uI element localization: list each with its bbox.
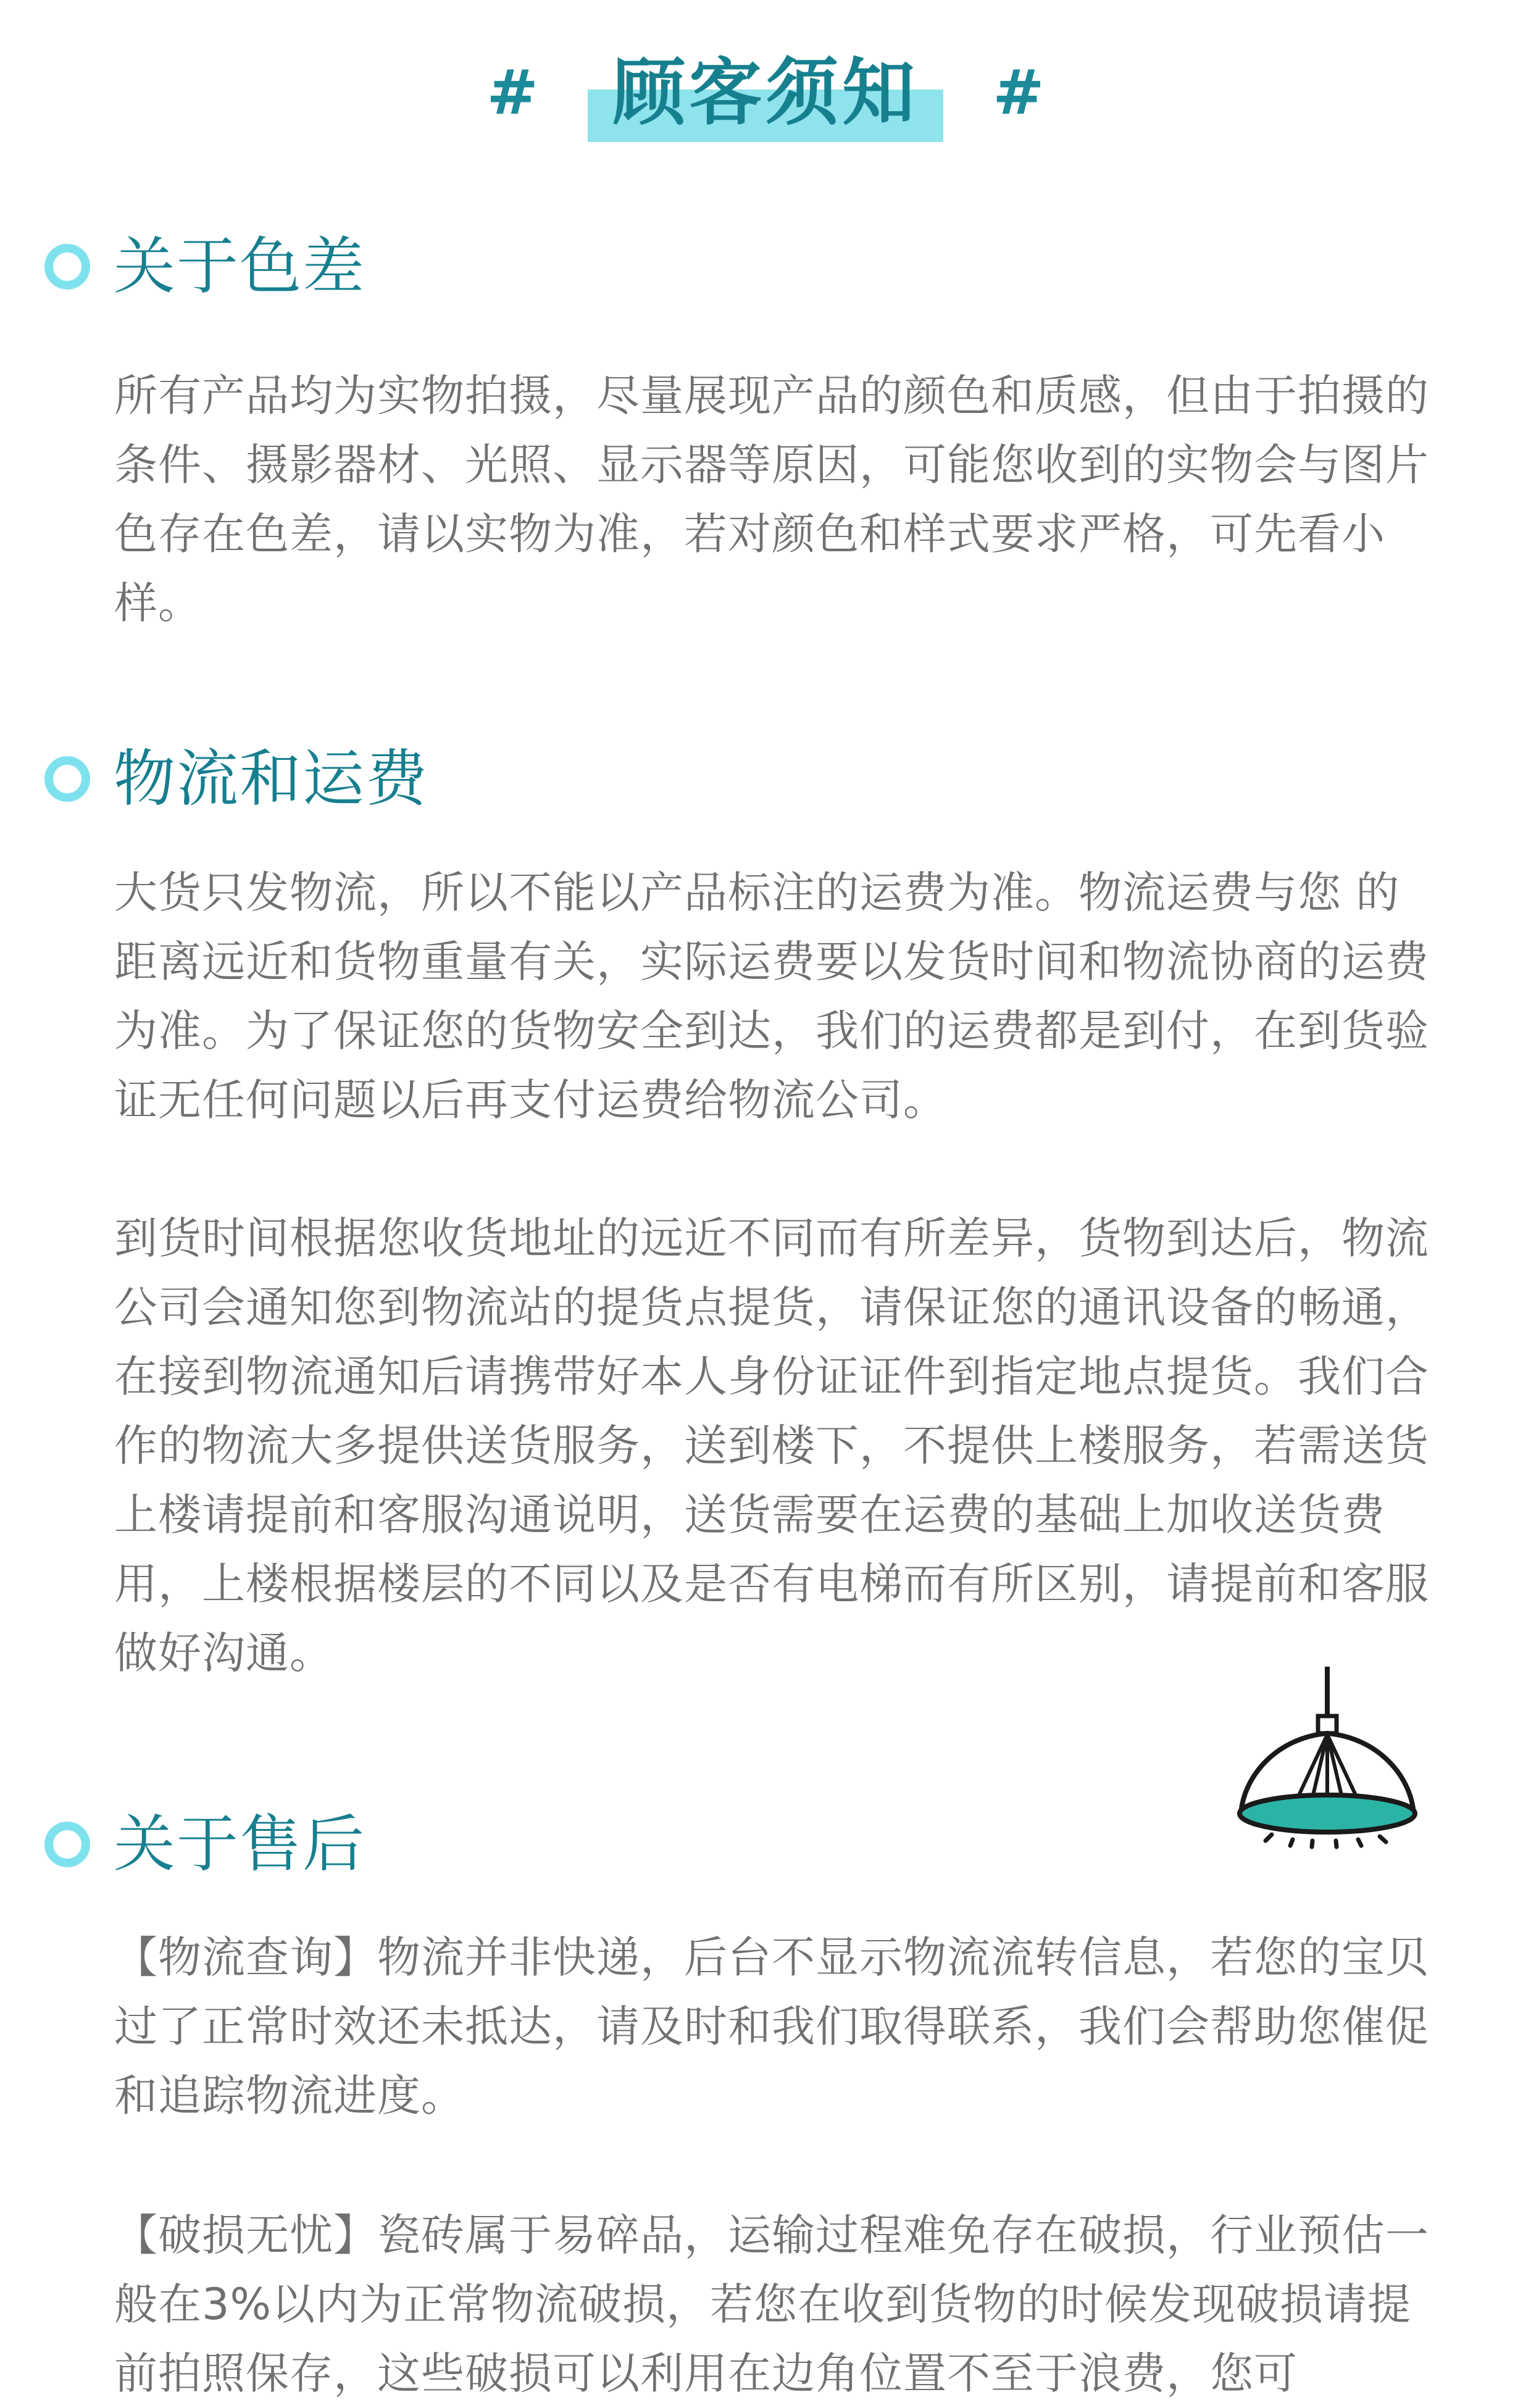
section-heading-color-difference [44,223,365,310]
circle-bullet-icon [44,756,90,802]
paragraph: 【破损无忧】瓷砖属于易碎品，运输过程难免存在破损，行业预估一般在3%以内为正常物流破损，若您在收到货物的时候发现破损请提前拍照保存，这些破损可以利用在边角位置不至于浪费，您可 [114,2210,1429,2399]
hash-left: # [486,56,538,128]
circle-bullet-icon [44,244,90,290]
page-header [0,31,1531,154]
paragraph: 【物流查询】物流并非快递，后台不显示物流流转信息，若您的宝贝过了正常时效还未抵达，请及时和我们取得联系，我们会帮助您催促和追踪物流进度。 [114,1932,1429,2121]
title-box [588,43,943,142]
circle-bullet-icon [44,1822,90,1867]
section-title: 物流和运费 [114,743,428,815]
title-row [486,31,1045,154]
hash-right: # [993,56,1045,128]
section-heading-logistics [44,736,428,822]
section-title: 关于售后 [114,1808,365,1880]
paragraph: 所有产品均为实物拍摄，尽量展现产品的颜色和质感，但由于拍摄的条件、摄影器材、光照、显示器等原因，可能您收到的实物会与图片色存在色差，请以实物为准，若对颜色和样式要求严格，可先看小样。 [114,370,1429,628]
section-heading-after-sales [44,1801,365,1888]
section-title: 关于色差 [114,230,365,302]
hanging-lamp-icon [1229,1667,1426,1852]
page-title: 顾客须知 [612,50,919,135]
paragraph: 到货时间根据您收货地址的远近不同而有所差异，货物到达后，物流公司会通知您到物流站的提货点提货，请保证您的通讯设备的畅通，在接到物流通知后请携带好本人身份证证件到指定地点提货。我们合作的物流大多提供送货服务，送到楼下，不提供上楼服务，若需送货上楼请提前和客服沟通说明，送货需要在运费的基础上加收送货费用，上楼根据楼层的不同以及是否有电梯而有所区别，请提前和客服做好沟通。 [114,1213,1429,1678]
paragraph: 大货只发物流，所以不能以产品标注的运费为准。物流运费与您 的距离远近和货物重量有关，实际运费要以发货时间和物流协商的运费为准。为了保证您的货物安全到达，我们的运费都是到付，在到货验证无任何问题以后再支付运费给物流公司。 [114,867,1429,1125]
